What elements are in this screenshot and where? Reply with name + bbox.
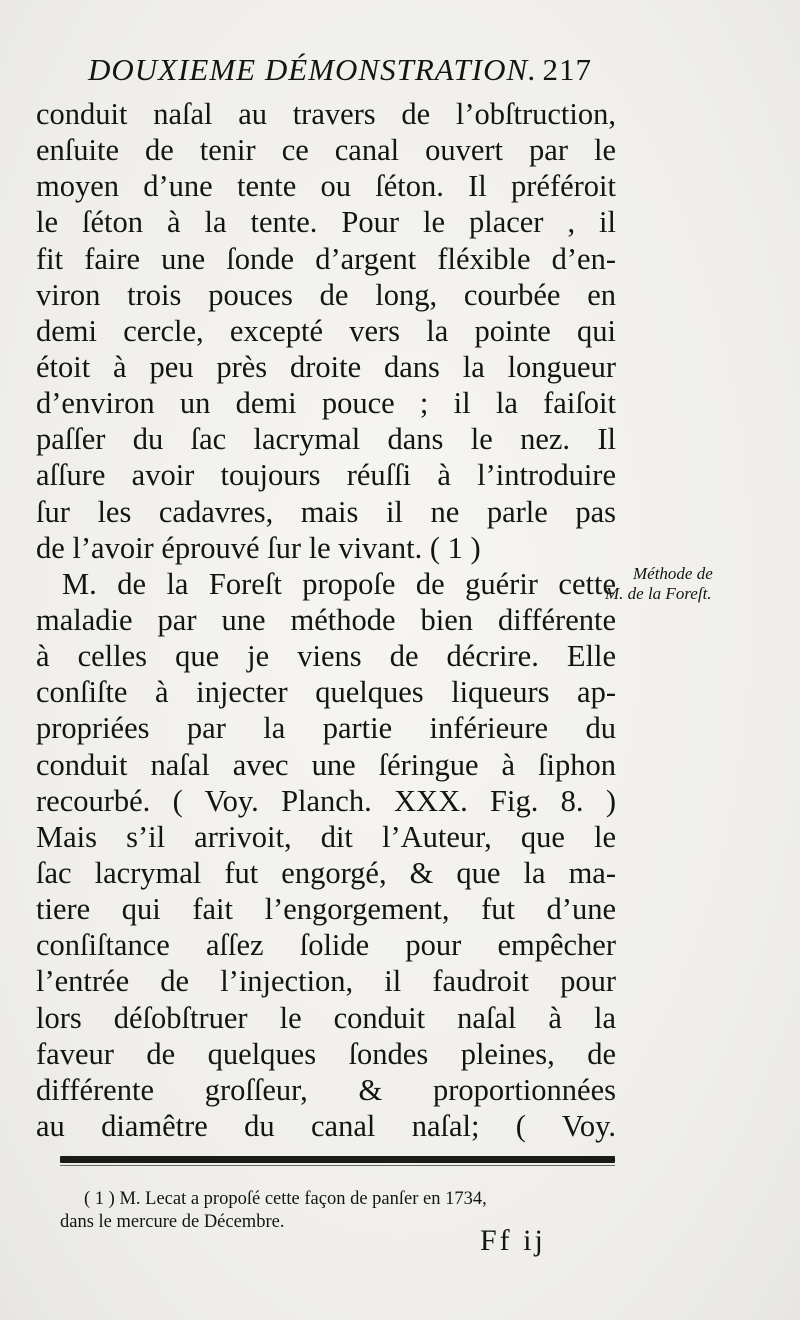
text-line: conduit naſal au travers de l’obſtruction, bbox=[36, 97, 616, 131]
text-line: à celles que je viens de décrire. Elle bbox=[36, 639, 616, 674]
text-line: de l’avoir éprouvé ſur le vivant. ( 1 ) bbox=[36, 530, 481, 565]
text-line: étoit à peu près droite dans la longueur bbox=[36, 349, 616, 384]
text-line: conduit naſal avec une ſéringue à ſiphon bbox=[36, 747, 616, 782]
text-line: lors déſobſtruer le conduit naſal à la bbox=[36, 1000, 616, 1035]
text-line: ſac lacrymal fut engorgé, & que la ma- bbox=[36, 855, 616, 890]
text-line: conſiſtance aſſez ſolide pour empêcher bbox=[36, 928, 616, 963]
text-line: aſſure avoir toujours réuſſi à l’introduire bbox=[36, 458, 616, 493]
text-line: d’environ un demi pouce ; il la faiſoit bbox=[36, 386, 616, 421]
text-line: demi cercle, excepté vers la pointe qui bbox=[36, 313, 616, 348]
text-line: viron trois pouces de long, courbée en bbox=[36, 277, 616, 312]
text-line: conſiſte à injecter quelques liqueurs ap- bbox=[36, 675, 616, 710]
signature-mark: Ff ij bbox=[480, 1224, 546, 1257]
margin-note bbox=[605, 564, 795, 604]
footnote-rule-thin bbox=[60, 1165, 615, 1166]
text-line: moyen d’une tente ou ſéton. Il préféroit bbox=[36, 169, 616, 204]
text-line: ſur les cadavres, mais il ne parle pas bbox=[36, 494, 616, 529]
text-line: propriées par la partie inférieure du bbox=[36, 711, 616, 746]
footnote-line: dans le mercure de Décembre. bbox=[60, 1212, 285, 1232]
running-title: DOUXIEME DÉMONSTRATION. bbox=[88, 52, 537, 87]
margin-note-line: M. de la Foreſt. bbox=[605, 584, 712, 603]
text-line: l’entrée de l’injection, il faudroit pour bbox=[36, 964, 616, 999]
text-line: M. de la Foreſt propoſe de guérir cette bbox=[62, 566, 616, 601]
text-line: différente groſſeur, & proportionnées bbox=[36, 1072, 616, 1107]
footnote-rule bbox=[60, 1156, 615, 1163]
margin-note-line: Méthode de bbox=[633, 564, 713, 583]
main-text bbox=[36, 96, 616, 1144]
text-line: enſuite de tenir ce canal ouvert par le bbox=[36, 133, 616, 168]
running-header bbox=[88, 52, 608, 92]
text-line: recourbé. ( Voy. Planch. XXX. Fig. 8. ) bbox=[36, 783, 616, 818]
footnote-line: ( 1 ) M. Lecat a propoſé cette façon de panſer en 1734, bbox=[84, 1189, 487, 1209]
text-line: le ſéton à la tente. Pour le placer , il bbox=[36, 205, 616, 240]
text-line: fit faire une ſonde d’argent fléxible d’en- bbox=[36, 241, 616, 276]
text-line: au diamêtre du canal naſal; ( Voy. bbox=[36, 1108, 616, 1143]
text-line: faveur de quelques ſondes pleines, de bbox=[36, 1036, 616, 1071]
text-line: paſſer du ſac lacrymal dans le nez. Il bbox=[36, 422, 616, 457]
page-number: 217 bbox=[542, 52, 592, 87]
text-line: tiere qui fait l’engorgement, fut d’une bbox=[36, 892, 616, 927]
text-line: maladie par une méthode bien différente bbox=[36, 602, 616, 637]
text-line: Mais s’il arrivoit, dit l’Auteur, que le bbox=[36, 819, 616, 854]
